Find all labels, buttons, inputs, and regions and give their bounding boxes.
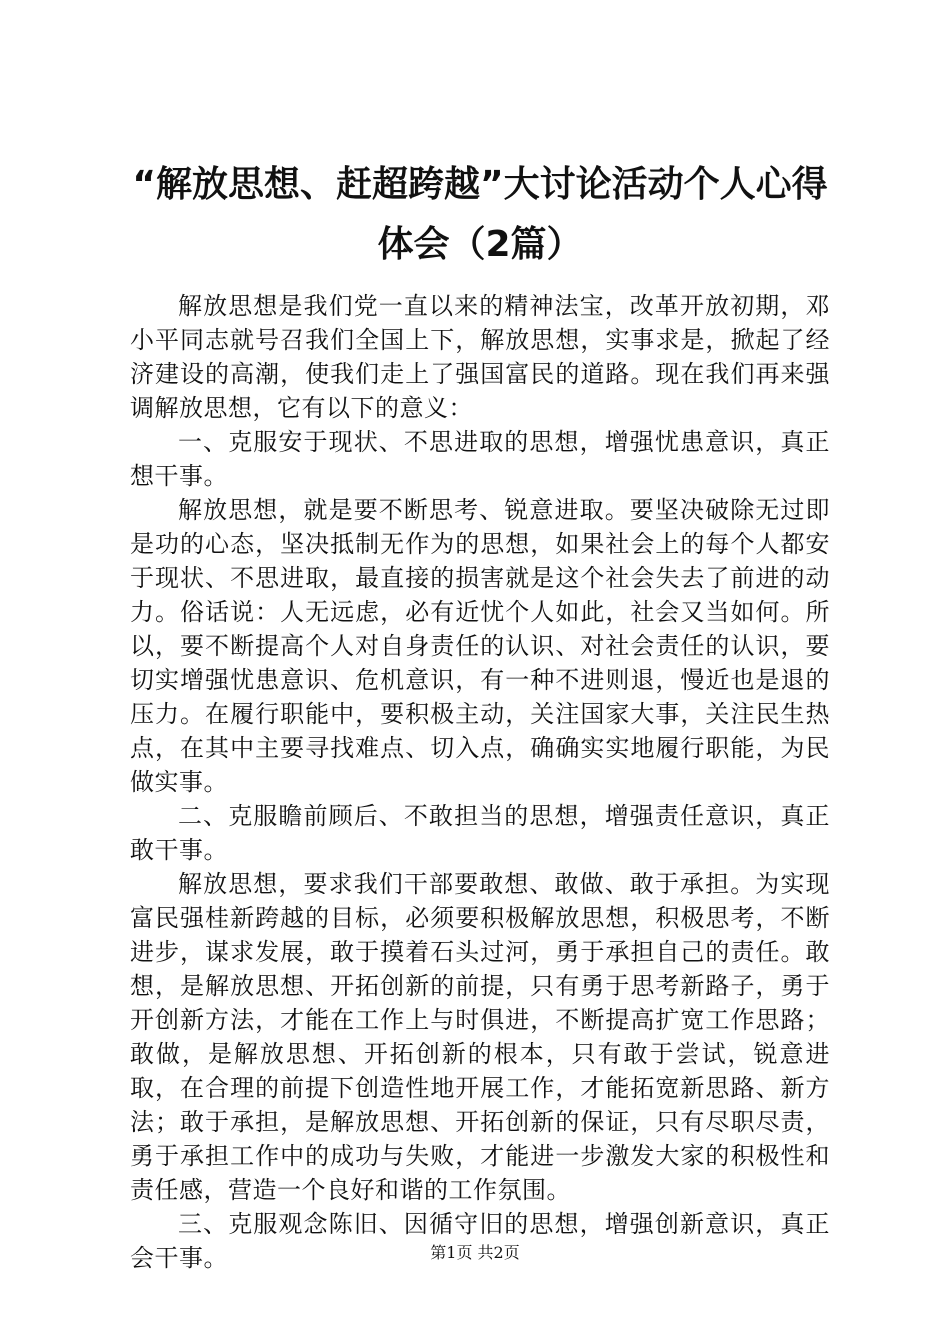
section-heading-3: 三、克服观念陈旧、因循守旧的思想，增强创新意识，真正会干事。: [130, 1210, 830, 1272]
document-title: “解放思想、赶超跨越”大讨论活动个人心得体会（2篇）: [132, 164, 828, 265]
paragraph-section-1: 解放思想，就是要不断思考、锐意进取。要坚决破除无过即是功的心态，坚决抵制无作为的思想，如果社会上的每个人都安于现状、不思进取，最直接的损害就是这个社会失去了前进的动力。俗话说：人无远虑，必有近忧个人如此，社会又当如何。所以，要不断提高个人对自身责任的认识、对社会责任的认识，要切实增强忧患意识、危机意识，有一种不进则退，慢近也是退的压力。在履行职能中，要积极主动，关注国家大事，关注民生热点，在其中主要寻找难点、切入点，确确实实地履行职能，为民做实事。: [130, 496, 830, 796]
paragraph-intro: 解放思想是我们党一直以来的精神法宝，改革开放初期，邓小平同志就号召我们全国上下，解放思想，实事求是，掀起了经济建设的高潮，使我们走上了强国富民的道路。现在我们再来强调解放思想，它有以下的意义：: [130, 292, 830, 422]
section-heading-1: 一、克服安于现状、不思进取的思想，增强忧患意识，真正想干事。: [130, 428, 830, 490]
page-footer: 第1页 共2页: [430, 1243, 520, 1262]
section-heading-2: 二、克服瞻前顾后、不敢担当的思想，增强责任意识，真正敢干事。: [130, 802, 830, 864]
paragraph-section-2: 解放思想，要求我们干部要敢想、敢做、敢于承担。为实现富民强桂新跨越的目标，必须要积极解放思想，积极思考，不断进步，谋求发展，敢于摸着石头过河，勇于承担自己的责任。敢想，是解放思想、开拓创新的前提，只有勇于思考新路子，勇于开创新方法，才能在工作上与时俱进，不断提高扩宽工作思路；敢做，是解放思想、开拓创新的根本，只有敢于尝试，锐意进取，在合理的前提下创造性地开展工作，才能拓宽新思路、新方法；敢于承担，是解放思想、开拓创新的保证，只有尽职尽责，勇于承担工作中的成功与失败，才能进一步激发大家的积极性和责任感，营造一个良好和谐的工作氛围。: [130, 870, 830, 1204]
document-body: [130, 289, 830, 1275]
